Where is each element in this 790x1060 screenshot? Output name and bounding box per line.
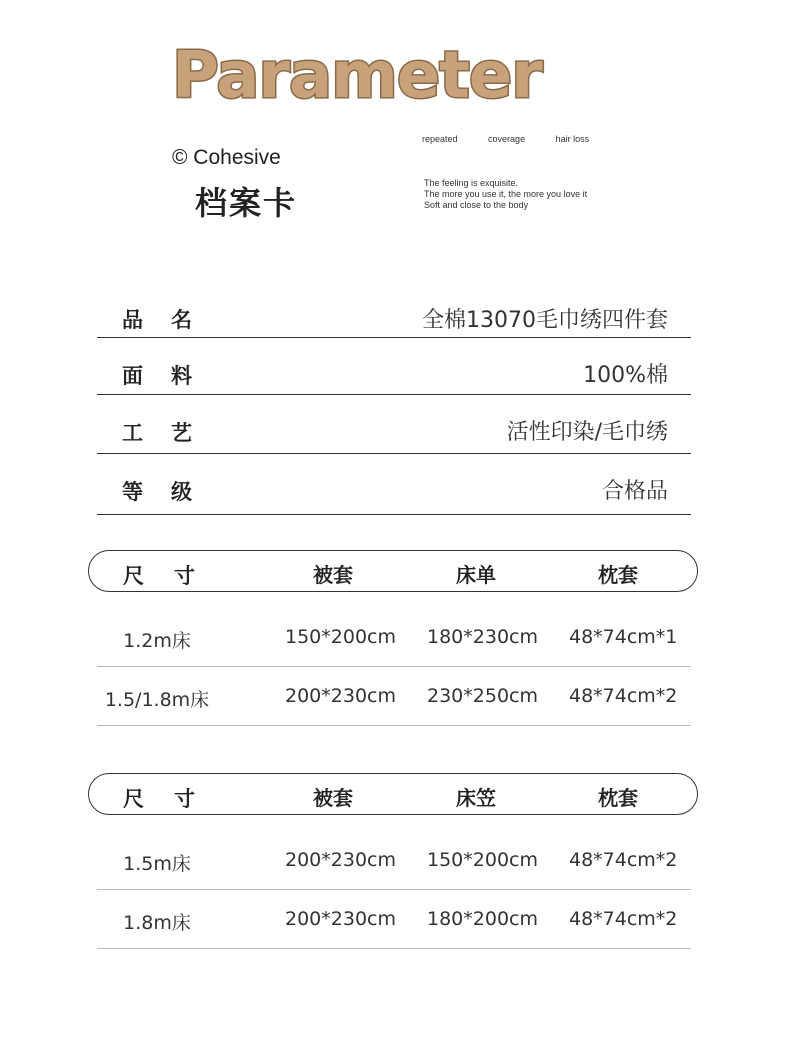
table-cell: 1.2m床: [123, 630, 191, 652]
param-value: 合格品: [601, 479, 668, 504]
param-label: 等级: [122, 480, 220, 504]
table-header-cell: 被套: [313, 563, 353, 587]
param-value: 全棉13070毛巾绣四件套: [422, 308, 668, 333]
table-header-cell: 床笠: [456, 786, 496, 810]
size-table-header: [88, 550, 698, 592]
tag-item: hair loss: [555, 134, 590, 144]
table-header-cell: 枕套: [598, 563, 638, 587]
table-cell: 150*200cm: [427, 849, 538, 871]
param-value: 活性印染/毛巾绣: [506, 420, 668, 445]
table-cell: 180*230cm: [427, 626, 538, 648]
table-cell: 1.8m床: [123, 912, 191, 934]
table-cell: 48*74cm*2: [569, 685, 678, 707]
param-label: 面料: [122, 364, 220, 388]
table-cell: 230*250cm: [427, 685, 538, 707]
table-cell: 150*200cm: [285, 626, 396, 648]
param-row-grade: [97, 454, 691, 515]
param-label: 品名: [122, 308, 220, 332]
tag-item: coverage: [488, 134, 526, 144]
table-cell: 1.5m床: [123, 853, 191, 875]
table-cell: 48*74cm*2: [569, 849, 678, 871]
size-table-header: [88, 773, 698, 815]
table-row: [97, 831, 691, 890]
table-cell: 200*230cm: [285, 685, 396, 707]
tagline-line: The feeling is exquisite.: [424, 178, 519, 188]
table-header-cell: 被套: [313, 786, 353, 810]
parameter-title: Parameter: [172, 39, 542, 113]
brand-subtitle: 档案卡: [195, 184, 298, 222]
param-row-name: [97, 296, 691, 338]
table-cell: 48*74cm*2: [569, 908, 678, 930]
table-header-cell: 尺寸: [123, 787, 225, 811]
param-label: 工艺: [122, 421, 220, 445]
param-row-fabric: [97, 338, 691, 395]
table-cell: 48*74cm*1: [569, 626, 678, 648]
tagline-line: The more you use it, the more you love it: [424, 189, 588, 199]
tag-item: repeated: [422, 134, 458, 144]
table-row: [97, 608, 691, 667]
param-value: 100%棉: [583, 363, 668, 388]
brand-name: © Cohesive: [172, 146, 281, 169]
table-cell: 180*200cm: [427, 908, 538, 930]
table-header-cell: 床单: [456, 563, 496, 587]
table-cell: 200*230cm: [285, 908, 396, 930]
param-row-craft: [97, 395, 691, 454]
tagline-line: Soft and close to the body: [424, 200, 529, 210]
table-header-cell: 枕套: [598, 786, 638, 810]
table-header-cell: 尺寸: [123, 564, 225, 588]
table-cell: 200*230cm: [285, 849, 396, 871]
tagline: [424, 178, 587, 211]
table-row: [97, 667, 691, 726]
table-row: [97, 890, 691, 949]
tag-list: [422, 134, 617, 144]
table-cell: 1.5/1.8m床: [104, 689, 210, 711]
